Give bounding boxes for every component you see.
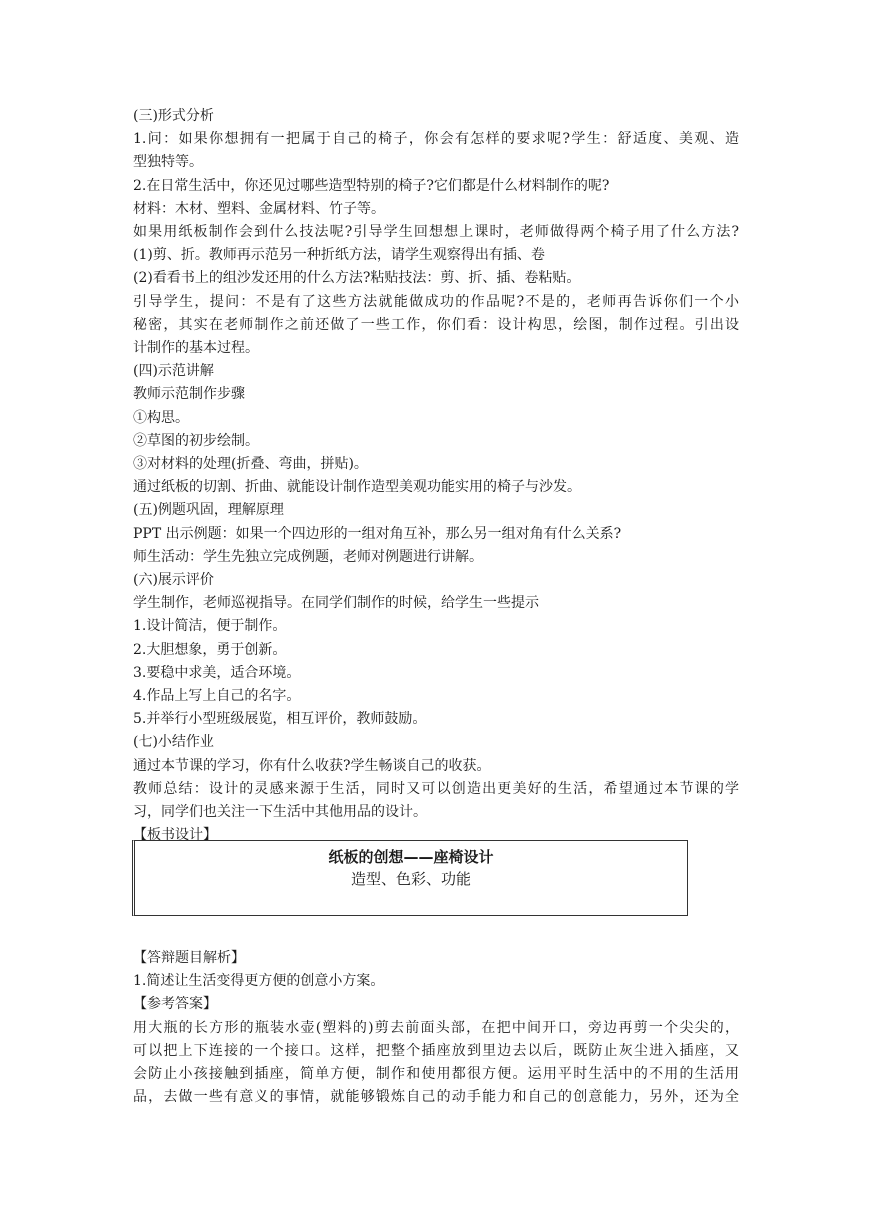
answer-section (133, 947, 739, 1109)
text-line: 计制作的基本过程。 (133, 340, 259, 357)
text-line: 如果用纸板制作会到什么技法呢?引导学生回想想上课时，老师做得两个椅子用了什么方法? (133, 224, 739, 241)
text-line: (六)展示评价 (133, 572, 214, 589)
text-line: 品，去做一些有意义的事情，就能够锻炼自己的动手能力和自己的创意能力，另外，还为全 (133, 1089, 739, 1106)
text-line: (五)例题巩固，理解原理 (133, 502, 284, 519)
text-line: 可以把上下连接的一个接口。这样，把整个插座放到里边去以后，既防止灰尘进入插座，又 (133, 1042, 739, 1059)
text-line: 2.大胆想象，勇于创新。 (133, 641, 287, 658)
text-line: ③对材料的处理(折叠、弯曲，拼贴)。 (133, 456, 368, 473)
text-line: 习，同学们也关注一下生活中其他用品的设计。 (133, 804, 427, 821)
lesson-body (133, 105, 739, 848)
text-line: 1.设计简洁，便于制作。 (133, 618, 287, 635)
blackboard-design-box (132, 840, 688, 916)
text-line: (七)小结作业 (133, 734, 214, 751)
text-line: 通过本节课的学习，你有什么收获?学生畅谈自己的收获。 (133, 757, 491, 774)
text-line: 材料：木材、塑料、金属材料、竹子等。 (133, 200, 385, 217)
text-line: 型独特等。 (133, 154, 203, 171)
text-line: 【参考答案】 (133, 996, 217, 1013)
text-line: (四)示范讲解 (133, 363, 214, 380)
text-line: 教师示范制作步骤 (133, 386, 245, 403)
text-line: 用大瓶的长方形的瓶装水壶(塑料的)剪去前面头部，在把中间开口，旁边再剪一个尖尖的， (133, 1019, 739, 1036)
board-title: 纸板的创想——座椅设计 (328, 848, 494, 866)
board-subtitle: 造型、色彩、功能 (350, 870, 471, 888)
text-line: 引导学生，提问：不是有了这些方法就能做成功的作品呢?不是的，老师再告诉你们一个小 (133, 293, 739, 310)
text-line: PPT 出示例题：如果一个四边形的一组对角互补，那么另一组对角有什么关系? (133, 525, 622, 542)
text-line: 教师总结：设计的灵感来源于生活，同时又可以创造出更美好的生活，希望通过本节课的学 (133, 780, 739, 797)
text-line: 1.简述让生活变得更方便的创意小方案。 (133, 973, 385, 990)
text-line: 【答辩题目解析】 (133, 950, 245, 966)
text-line: 2.在日常生活中，你还见过哪些造型特别的椅子?它们都是什么材料制作的呢? (133, 177, 610, 194)
text-line: 秘密，其实在老师制作之前还做了一些工作，你们看：设计构思，绘图，制作过程。引出设 (133, 316, 739, 333)
text-line: 【板书设计】 (133, 827, 217, 844)
text-line: ①构思。 (133, 409, 189, 426)
text-line: 3.要稳中求美，适合环境。 (133, 664, 301, 681)
text-line: (2)看看书上的组沙发还用的什么方法?粘贴技法：剪、折、插、卷粘贴。 (133, 270, 581, 287)
text-line: 通过纸板的切割、折曲、就能设计制作造型美观功能实用的椅子与沙发。 (133, 479, 581, 496)
text-line: (三)形式分析 (133, 108, 214, 124)
text-line: ②草图的初步绘制。 (133, 432, 259, 449)
text-line: 师生活动：学生先独立完成例题，老师对例题进行讲解。 (133, 548, 483, 565)
text-line: (1)剪、折。教师再示范另一种折纸方法，请学生观察得出有插、卷 (133, 247, 545, 264)
text-line: 会防止小孩接触到插座，简单方便，制作和使用都很方便。运用平时生活中的不用的生活用 (133, 1066, 739, 1083)
text-line: 学生制作，老师巡视指导。在同学们制作的时候，给学生一些提示 (133, 595, 539, 612)
text-line: 5.并举行小型班级展览，相互评价，教师鼓励。 (133, 711, 427, 728)
text-line: 1.问：如果你想拥有一把属于自己的椅子，你会有怎样的要求呢?学生：舒适度、美观、造 (133, 131, 739, 148)
text-line: 4.作品上写上自己的名字。 (133, 688, 301, 705)
